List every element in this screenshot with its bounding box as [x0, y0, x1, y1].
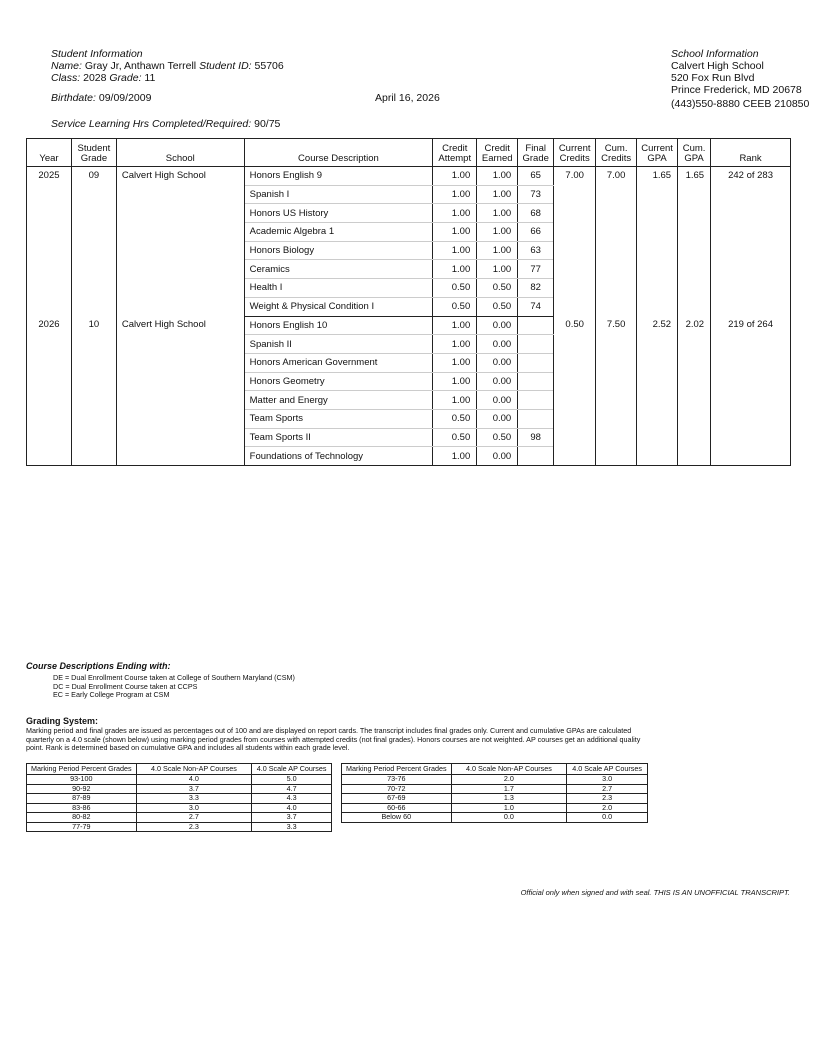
credit-earned-cell: 1.00	[477, 204, 518, 223]
credit-attempt-cell: 1.00	[433, 185, 477, 204]
final-grade-cell: 77	[518, 260, 554, 279]
course-desc-section	[26, 661, 526, 700]
school-address1: 520 Fox Run Blvd	[671, 72, 755, 84]
course-name-cell: Foundations of Technology	[244, 447, 433, 466]
grading-row	[342, 803, 648, 813]
student-id: 55706	[254, 60, 284, 72]
final-grade-cell	[518, 409, 554, 428]
class-label: Class:	[51, 72, 81, 84]
col-cum-gpa: Cum. GPA	[678, 139, 711, 167]
credit-earned-cell: 0.00	[477, 447, 518, 466]
gs-col-percent: Marking Period Percent Grades	[342, 764, 452, 775]
final-grade-cell: 66	[518, 223, 554, 242]
course-name-cell: Honors American Government	[244, 353, 433, 372]
credit-earned-cell: 1.00	[477, 241, 518, 260]
grading-header-row	[342, 764, 648, 775]
course-name-cell: Weight & Physical Condition I	[244, 297, 433, 316]
col-course: Course Description	[244, 139, 433, 167]
school-info-heading: School Information	[671, 48, 759, 60]
student-grade: 11	[144, 72, 156, 84]
credit-earned-cell: 1.00	[477, 167, 518, 186]
grade-range: 73-76	[342, 775, 452, 785]
credit-earned-cell: 1.00	[477, 223, 518, 242]
grading-row	[342, 775, 648, 785]
grading-row	[27, 794, 332, 804]
course-desc-item: DE = Dual Enrollment Course taken at College of Southern Maryland (CSM)	[53, 673, 295, 682]
ap-points: 2.3	[567, 794, 648, 804]
nonap-points: 1.7	[451, 784, 567, 794]
service-learning-row	[51, 118, 280, 130]
nonap-points: 2.7	[136, 813, 252, 823]
rank-cell: 219 of 264	[711, 316, 791, 466]
gs-col-ap: 4.0 Scale AP Courses	[252, 764, 332, 775]
final-grade-cell: 68	[518, 204, 554, 223]
credit-earned-cell: 0.00	[477, 391, 518, 410]
credit-attempt-cell: 1.00	[433, 335, 477, 354]
transcript-table	[26, 138, 791, 466]
nonap-points: 3.7	[136, 784, 252, 794]
name-label: Name:	[51, 60, 82, 72]
nonap-points: 3.3	[136, 794, 252, 804]
cum-credits-cell: 7.00	[596, 167, 637, 317]
grade-label: Grade:	[109, 72, 142, 84]
student-grade-cell: 10	[71, 316, 116, 466]
print-date: April 16, 2026	[375, 92, 440, 104]
nonap-points: 1.3	[451, 794, 567, 804]
ap-points: 4.7	[252, 784, 332, 794]
col-final-grade: Final Grade	[518, 139, 554, 167]
credit-earned-cell: 0.00	[477, 372, 518, 391]
course-name-cell: Honors English 9	[244, 167, 433, 186]
ap-points: 2.0	[567, 803, 648, 813]
final-grade-cell: 73	[518, 185, 554, 204]
credit-attempt-cell: 1.00	[433, 316, 477, 335]
course-name-cell: Spanish II	[244, 335, 433, 354]
course-name-cell: Honors Geometry	[244, 372, 433, 391]
school-name: Calvert High School	[671, 60, 764, 72]
credit-attempt-cell: 1.00	[433, 223, 477, 242]
grading-row	[342, 813, 648, 823]
gs-col-nonap: 4.0 Scale Non-AP Courses	[136, 764, 252, 775]
nonap-points: 3.0	[136, 803, 252, 813]
course-name-cell: Honors Biology	[244, 241, 433, 260]
gs-col-percent: Marking Period Percent Grades	[27, 764, 137, 775]
service-label: Service Learning Hrs Completed/Required:	[51, 118, 252, 130]
grading-header-row	[27, 764, 332, 775]
current-credits-cell: 0.50	[554, 316, 596, 466]
nonap-points: 1.0	[451, 803, 567, 813]
credit-attempt-cell: 1.00	[433, 167, 477, 186]
course-name-cell: Academic Algebra 1	[244, 223, 433, 242]
nonap-points: 2.3	[136, 822, 252, 832]
student-class: 2028	[83, 72, 107, 84]
ap-points: 3.3	[252, 822, 332, 832]
course-name-cell: Matter and Energy	[244, 391, 433, 410]
grade-range: Below 60	[342, 813, 452, 823]
final-grade-cell: 82	[518, 279, 554, 298]
final-grade-cell	[518, 447, 554, 466]
nonap-points: 2.0	[451, 775, 567, 785]
ap-points: 2.7	[567, 784, 648, 794]
final-grade-cell: 74	[518, 297, 554, 316]
course-desc-heading: Course Descriptions Ending with:	[26, 661, 171, 671]
school-cell: Calvert High School	[116, 316, 244, 466]
ap-points: 0.0	[567, 813, 648, 823]
service-hours: 90/75	[254, 118, 281, 130]
credit-attempt-cell: 0.50	[433, 428, 477, 447]
cum-gpa-cell: 1.65	[678, 167, 711, 317]
credit-attempt-cell: 1.00	[433, 447, 477, 466]
course-name-cell: Honors English 10	[244, 316, 433, 335]
final-grade-cell	[518, 335, 554, 354]
ap-points: 4.3	[252, 794, 332, 804]
grading-section	[26, 716, 651, 753]
ap-points: 3.7	[252, 813, 332, 823]
grading-heading: Grading System:	[26, 716, 99, 726]
current-gpa-cell: 1.65	[637, 167, 678, 317]
cum-credits-cell: 7.50	[596, 316, 637, 466]
col-school: School	[116, 139, 244, 167]
credit-attempt-cell: 1.00	[433, 241, 477, 260]
ap-points: 3.0	[567, 775, 648, 785]
cum-gpa-cell: 2.02	[678, 316, 711, 466]
credit-attempt-cell: 1.00	[433, 260, 477, 279]
col-student-grade: Student Grade	[71, 139, 116, 167]
grading-table-left	[26, 763, 332, 832]
col-current-gpa: Current GPA	[637, 139, 678, 167]
credit-earned-cell: 0.50	[477, 297, 518, 316]
final-grade-cell: 98	[518, 428, 554, 447]
credit-earned-cell: 0.00	[477, 409, 518, 428]
course-name-cell: Honors US History	[244, 204, 433, 223]
credit-attempt-cell: 1.00	[433, 204, 477, 223]
ap-points: 5.0	[252, 775, 332, 785]
col-current-credits: Current Credits	[554, 139, 596, 167]
current-credits-cell: 7.00	[554, 167, 596, 317]
grade-range: 83-86	[27, 803, 137, 813]
credit-attempt-cell: 1.00	[433, 391, 477, 410]
birthdate: 09/09/2009	[98, 92, 152, 104]
credit-earned-cell: 1.00	[477, 185, 518, 204]
final-grade-cell: 65	[518, 167, 554, 186]
grade-range: 87-89	[27, 794, 137, 804]
final-grade-cell	[518, 391, 554, 410]
credit-earned-cell: 1.00	[477, 260, 518, 279]
gs-col-nonap: 4.0 Scale Non-AP Courses	[451, 764, 567, 775]
birthdate-row	[51, 92, 151, 104]
credit-attempt-cell: 0.50	[433, 409, 477, 428]
school-info	[671, 48, 811, 110]
col-year: Year	[27, 139, 72, 167]
credit-attempt-cell: 1.00	[433, 372, 477, 391]
nonap-points: 4.0	[136, 775, 252, 785]
student-name: Gray Jr, Anthawn Terrell	[84, 60, 197, 72]
grading-row	[342, 794, 648, 804]
school-cell: Calvert High School	[116, 167, 244, 317]
grading-row	[342, 784, 648, 794]
gs-col-ap: 4.0 Scale AP Courses	[567, 764, 648, 775]
grading-row	[27, 784, 332, 794]
transcript-body	[27, 167, 791, 466]
grade-range: 80-82	[27, 813, 137, 823]
grading-table-right	[341, 763, 648, 823]
table-header-row	[27, 139, 791, 167]
course-desc-item: DC = Dual Enrollment Course taken at CCPS	[53, 681, 198, 691]
year-cell: 2025	[27, 167, 72, 317]
final-grade-cell	[518, 353, 554, 372]
course-name-cell: Team Sports	[244, 409, 433, 428]
grade-range: 70-72	[342, 784, 452, 794]
rank-cell: 242 of 283	[711, 167, 791, 317]
course-name-cell: Ceramics	[244, 260, 433, 279]
year-cell: 2026	[27, 316, 72, 466]
credit-earned-cell: 0.00	[477, 316, 518, 335]
current-gpa-cell: 2.52	[637, 316, 678, 466]
grading-row	[27, 813, 332, 823]
school-address2: Prince Frederick, MD 20678	[671, 84, 802, 96]
credit-attempt-cell: 1.00	[433, 353, 477, 372]
nonap-points: 0.0	[451, 813, 567, 823]
grade-range: 77-79	[27, 822, 137, 832]
grading-row	[27, 822, 332, 832]
course-name-cell: Team Sports II	[244, 428, 433, 447]
credit-earned-cell: 0.50	[477, 279, 518, 298]
final-grade-cell	[518, 372, 554, 391]
footer-note: Official only when signed and with seal. THIS IS AN UNOFFICIAL TRANSCRIPT.	[520, 888, 790, 897]
grading-row	[27, 803, 332, 813]
grade-range: 67-69	[342, 794, 452, 804]
course-name-cell: Health I	[244, 279, 433, 298]
student-info-heading: Student Information	[51, 48, 143, 60]
ap-points: 4.0	[252, 803, 332, 813]
grade-range: 93-100	[27, 775, 137, 785]
final-grade-cell: 63	[518, 241, 554, 260]
grading-text: Marking period and final grades are issued as percentages out of 100 and are displayed on report cards. The transcript includes final grades only. Current and cumulative GPAs are calculated quarterly on a 4.0 scale (shown below) using marking period grades from courses with attempted credits (not final grades). Honors courses are not weighted. AP courses get an additional quality point. Rank is determined based on cumulative GPA and includes all students within each grade level.	[26, 726, 641, 752]
school-phone: (443)550-8880 CEEB 210850	[671, 98, 810, 110]
table-row	[27, 167, 791, 186]
student-id-label: Student ID:	[199, 60, 252, 72]
credit-attempt-cell: 0.50	[433, 279, 477, 298]
credit-attempt-cell: 0.50	[433, 297, 477, 316]
credit-earned-cell: 0.00	[477, 335, 518, 354]
table-row	[27, 316, 791, 335]
final-grade-cell	[518, 316, 554, 335]
col-credit-earned: Credit Earned	[477, 139, 518, 167]
credit-earned-cell: 0.00	[477, 353, 518, 372]
col-cum-credits: Cum. Credits	[596, 139, 637, 167]
grade-range: 60-66	[342, 803, 452, 813]
student-info	[51, 48, 381, 84]
grading-row	[27, 775, 332, 785]
grade-range: 90-92	[27, 784, 137, 794]
col-rank: Rank	[711, 139, 791, 167]
student-grade-cell: 09	[71, 167, 116, 317]
col-credit-attempt: Credit Attempt	[433, 139, 477, 167]
course-desc-item: EC = Early College Program at CSM	[53, 690, 170, 699]
credit-earned-cell: 0.50	[477, 428, 518, 447]
course-name-cell: Spanish I	[244, 185, 433, 204]
birthdate-label: Birthdate:	[51, 92, 96, 104]
